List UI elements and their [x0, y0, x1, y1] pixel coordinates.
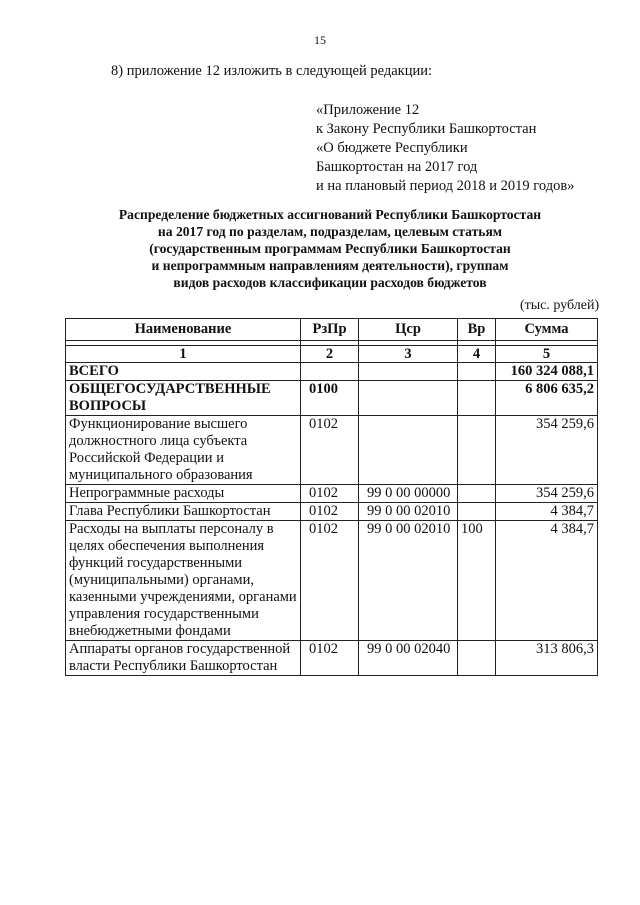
header-csr: Цср [359, 319, 458, 341]
row-vr [458, 363, 496, 381]
row-csr [359, 416, 458, 485]
appendix-line: к Закону Республики Башкортостан [316, 121, 537, 137]
row-csr: 99 0 00 02010 [359, 521, 458, 641]
row-vr [458, 485, 496, 503]
row-csr: 99 0 00 00000 [359, 485, 458, 503]
column-number: 2 [301, 346, 359, 363]
row-name: Глава Республики Башкортостан [66, 503, 301, 521]
row-name: Функционирование высшего должностного лица субъекта Российской Федерации и муниципального образования [66, 416, 301, 485]
table-row [66, 641, 598, 676]
column-number: 3 [359, 346, 458, 363]
row-sum: 4 384,7 [496, 503, 598, 521]
title-line: (государственным программам Республики Башкортостан [149, 241, 511, 256]
row-sum: 354 259,6 [496, 485, 598, 503]
row-name: ВСЕГО [66, 363, 301, 381]
row-rzpr: 0102 [301, 503, 359, 521]
row-rzpr [301, 363, 359, 381]
table-row [66, 485, 598, 503]
row-vr [458, 416, 496, 485]
appendix-line: «О бюджете Республики [316, 140, 468, 156]
header-name: Наименование [66, 319, 301, 341]
appendix-line: «Приложение 12 [316, 102, 420, 118]
header-rzpr: РзПр [301, 319, 359, 341]
title-line: и непрограммным направлениям деятельности), группам [151, 258, 509, 273]
row-sum: 354 259,6 [496, 416, 598, 485]
row-sum: 6 806 635,2 [496, 381, 598, 416]
title-line: Распределение бюджетных ассигнований Республики Башкортостан [118, 207, 542, 222]
appendix-line: Башкортостан на 2017 год [316, 159, 478, 175]
row-csr: 99 0 00 02010 [359, 503, 458, 521]
row-name: Аппараты органов государственной власти Республики Башкортостан [66, 641, 301, 676]
budget-table [65, 318, 598, 676]
row-rzpr: 0102 [301, 416, 359, 485]
row-sum: 4 384,7 [496, 521, 598, 641]
appendix-reference [316, 101, 574, 196]
row-csr: 99 0 00 02040 [359, 641, 458, 676]
table-header-row [66, 319, 598, 341]
column-number: 4 [458, 346, 496, 363]
row-sum: 160 324 088,1 [496, 363, 598, 381]
row-vr [458, 381, 496, 416]
document-title [40, 206, 620, 291]
row-vr: 100 [458, 521, 496, 641]
table-row [66, 416, 598, 485]
row-rzpr: 0100 [301, 381, 359, 416]
intro-text: 8) приложение 12 изложить в следующей редакции: [111, 63, 433, 79]
header-vr: Вр [458, 319, 496, 341]
title-line: видов расходов классификации расходов бюджетов [173, 275, 487, 290]
header-sum: Сумма [496, 319, 598, 341]
row-csr [359, 363, 458, 381]
column-number-row [66, 346, 598, 363]
table-row [66, 363, 598, 381]
units-label: (тыс. рублей) [520, 298, 600, 313]
row-name: Непрограммные расходы [66, 485, 301, 503]
row-name: Расходы на выплаты персоналу в целях обеспечения выполнения функций государственными (муниципальными) органами, казенными учреждениями, органами управления государственными внебюджетными фондами [66, 521, 301, 641]
page-number: 15 [314, 33, 326, 47]
row-rzpr: 0102 [301, 641, 359, 676]
row-sum: 313 806,3 [496, 641, 598, 676]
column-number: 5 [496, 346, 598, 363]
column-number: 1 [66, 346, 301, 363]
row-rzpr: 0102 [301, 521, 359, 641]
row-vr [458, 503, 496, 521]
table-row [66, 521, 598, 641]
row-name: ОБЩЕГОСУДАРСТВЕННЫЕ ВОПРОСЫ [66, 381, 301, 416]
table-row [66, 503, 598, 521]
table-row [66, 381, 598, 416]
row-rzpr: 0102 [301, 485, 359, 503]
title-line: на 2017 год по разделам, подразделам, целевым статьям [157, 224, 503, 239]
row-csr [359, 381, 458, 416]
row-vr [458, 641, 496, 676]
appendix-line: и на плановый период 2018 и 2019 годов» [316, 178, 575, 194]
